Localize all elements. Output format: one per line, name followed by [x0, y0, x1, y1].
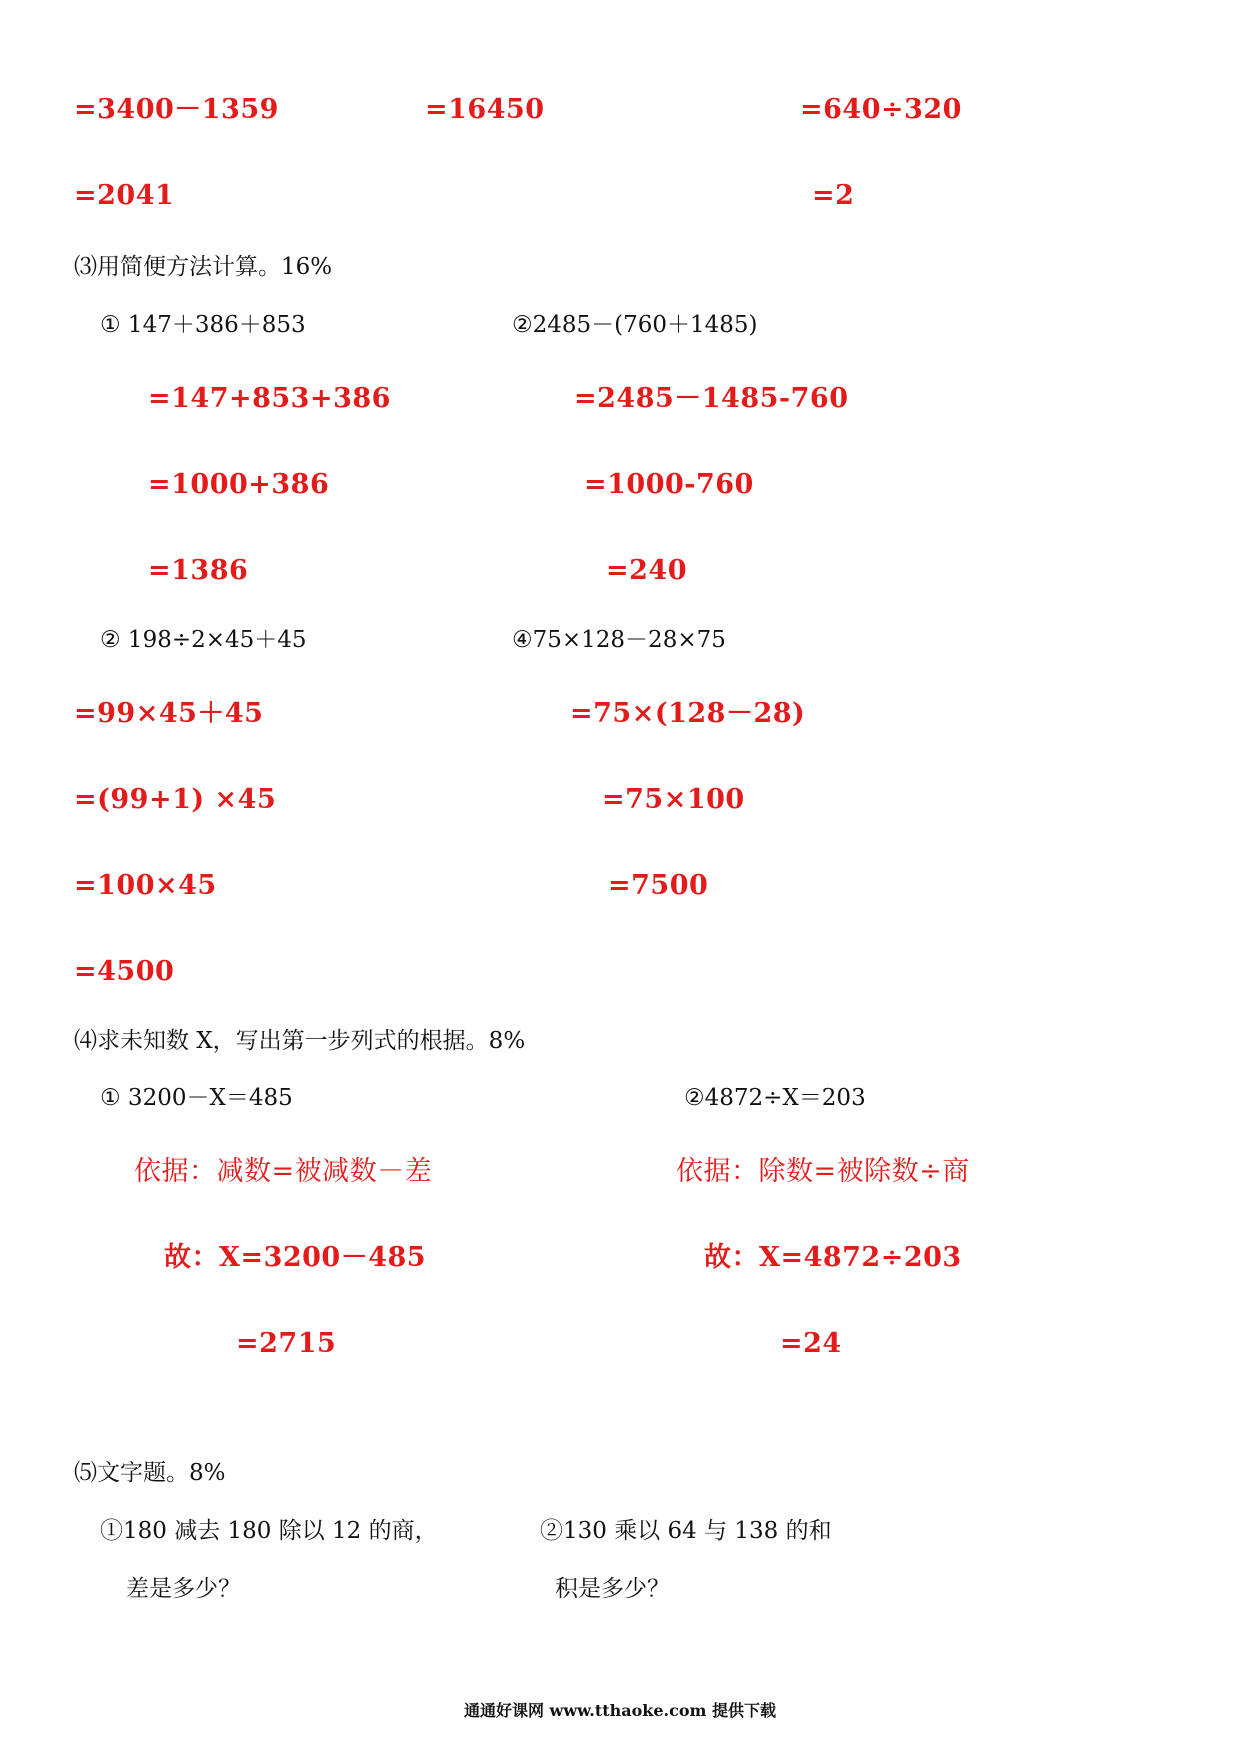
s3-problem-2-step2: =1000-760 [584, 469, 754, 500]
top-c1-step2: =2041 [74, 180, 175, 211]
section-4-heading: ⑷求未知数 X，写出第一步列式的根据。8% [74, 1028, 526, 1054]
s3-problem-3-question: ② 198÷2×45＋45 [100, 627, 307, 653]
s3-problem-4-step2: =75×100 [602, 784, 745, 815]
s4-problem-1-basis: 依据：减数=被减数－差 [134, 1156, 433, 1187]
s3-problem-3-step4: =4500 [74, 956, 175, 987]
s3-problem-4-question: ④75×128－28×75 [512, 627, 726, 653]
s4-problem-2-result: =24 [780, 1328, 842, 1359]
s4-problem-1-therefore: 故：X=3200－485 [164, 1242, 427, 1273]
s5-problem-2-line1: ②130 乘以 64 与 138 的和 [540, 1518, 832, 1544]
s4-problem-2-basis: 依据：除数=被除数÷商 [676, 1156, 970, 1187]
s3-problem-4-step1: =75×(128－28) [570, 698, 806, 729]
s3-problem-4-step3: =7500 [608, 870, 709, 901]
s3-problem-3-step3: =100×45 [74, 870, 217, 901]
s3-problem-1-step1: =147+853+386 [148, 383, 391, 414]
s4-problem-2-question: ②4872÷X＝203 [684, 1085, 866, 1111]
top-c2-step1: =16450 [425, 94, 545, 125]
s3-problem-3-step2: =(99+1) ×45 [74, 784, 277, 815]
s4-problem-1-question: ① 3200－X＝485 [100, 1085, 293, 1111]
s3-problem-1-step3: =1386 [148, 555, 249, 586]
top-c3-step2: =2 [812, 180, 855, 211]
top-c1-step1: =3400－1359 [74, 94, 279, 125]
page-footer: 通通好课网 www.tthaoke.com 提供下载 [463, 1701, 777, 1720]
section-5-heading: ⑸文字题。8% [74, 1460, 226, 1486]
s4-problem-2-therefore: 故：X=4872÷203 [704, 1242, 962, 1273]
s4-problem-1-result: =2715 [236, 1328, 337, 1359]
s3-problem-2-step3: =240 [606, 555, 687, 586]
s3-problem-2-step1: =2485－1485-760 [574, 383, 849, 414]
s5-problem-1-line1: ①180 减去 180 除以 12 的商， [100, 1518, 438, 1544]
s5-problem-1-line2: 差是多少？ [126, 1576, 241, 1602]
s3-problem-2-question: ②2485－(760＋1485) [512, 312, 758, 338]
s3-problem-1-step2: =1000+386 [148, 469, 330, 500]
top-c3-step1: =640÷320 [800, 94, 962, 125]
section-3-heading: ⑶用简便方法计算。16% [74, 254, 333, 280]
s5-problem-2-line2: 积是多少？ [555, 1576, 670, 1602]
s3-problem-1-question: ① 147＋386＋853 [100, 312, 306, 338]
s3-problem-3-step1: =99×45＋45 [74, 698, 264, 729]
